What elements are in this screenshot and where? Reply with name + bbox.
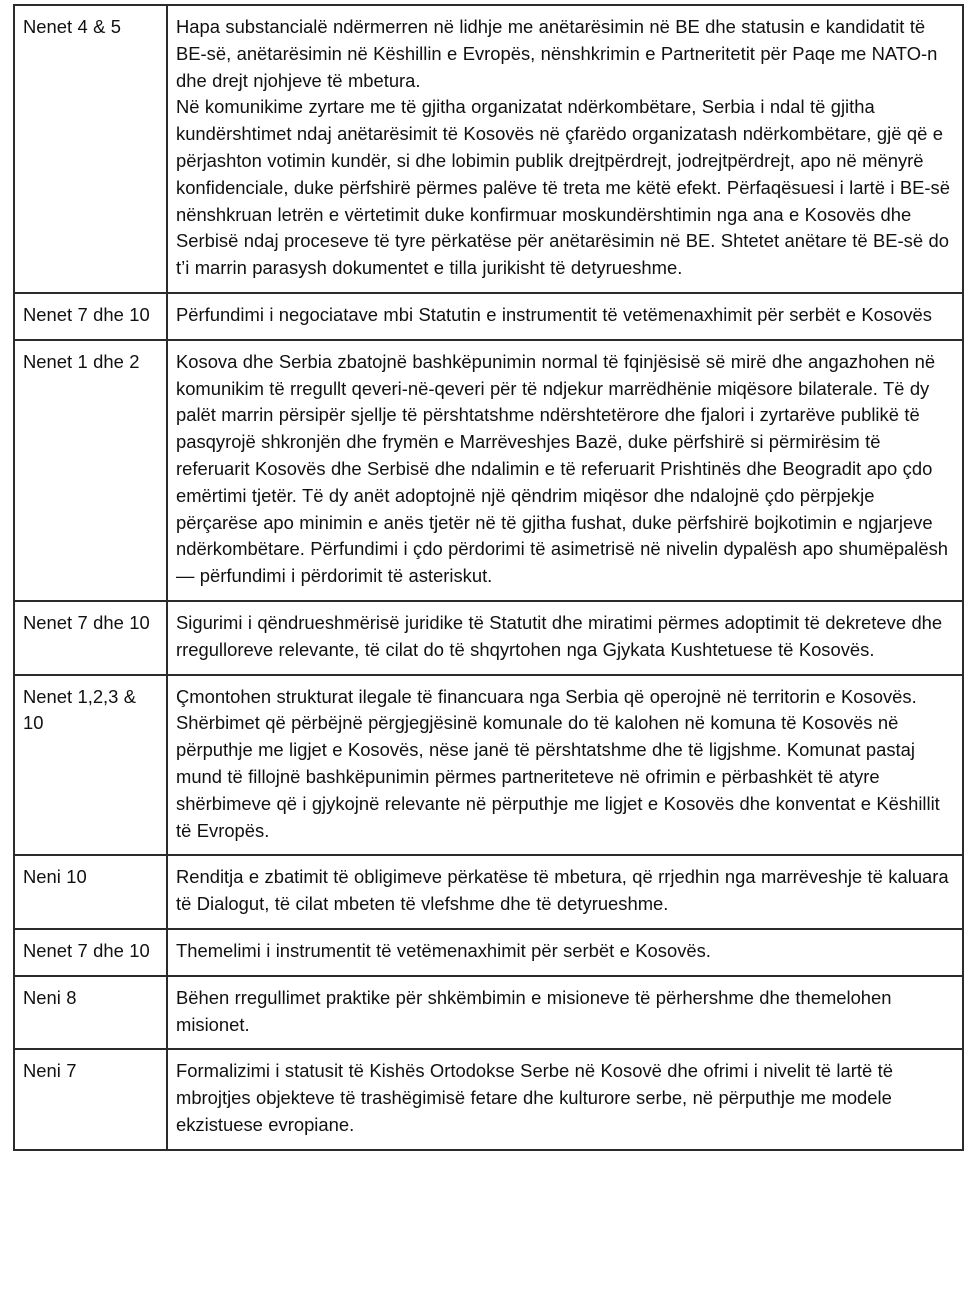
article-description	[167, 929, 963, 976]
table-row	[14, 601, 963, 675]
articles-table	[13, 4, 964, 1151]
article-reference: Nenet 7 dhe 10	[14, 601, 167, 675]
article-description	[167, 1049, 963, 1149]
description-paragraph: Në komunikime zyrtare me të gjitha organizatat ndërkombëtare, Serbia i ndal të gjitha kundërshtimet ndaj anëtarësimit të Kosovës në çfarëdo organizatash ndërkombëtare, gjë që e përjashton votimin kundër, si dhe lobimin publik drejtpërdrejt, jodrejtpërdrejt, apo në mënyrë konfidenciale, duke përfshirë përmes palëve të treta me këtë efekt. Përfaqësuesi i lartë i BE-së nënshkruan letrën e vërtetimit duke konfirmuar moskundërshtimin nga ana e Kosovës dhe Serbisë ndaj proceseve të tyre përkatëse për anëtarësimin në BE. Shtetet anëtare të BE-së do t’i marrin parasysh dokumentet e tilla jurikisht të detyrueshme.	[176, 96, 950, 279]
description-paragraph: Renditja e zbatimit të obligimeve përkatëse të mbetura, që rrjedhin nga marrëveshje të kaluara të Dialogut, të cilat mbeten të vlefshme dhe të detyrueshme.	[176, 866, 949, 915]
article-reference: Neni 10	[14, 855, 167, 929]
table-row	[14, 293, 963, 340]
table-row	[14, 1049, 963, 1149]
article-description	[167, 293, 963, 340]
table-row	[14, 929, 963, 976]
article-reference: Neni 7	[14, 1049, 167, 1149]
article-reference: Nenet 4 & 5	[14, 5, 167, 293]
table-row	[14, 340, 963, 601]
article-reference: Nenet 1 dhe 2	[14, 340, 167, 601]
article-description	[167, 855, 963, 929]
article-description	[167, 675, 963, 856]
article-description	[167, 976, 963, 1050]
description-paragraph: Përfundimi i negociatave mbi Statutin e instrumentit të vetëmenaxhimit për serbët e Kosovës	[176, 303, 932, 325]
article-reference: Nenet 7 dhe 10	[14, 929, 167, 976]
table-row	[14, 976, 963, 1050]
table-row	[14, 855, 963, 929]
article-reference: Nenet 7 dhe 10	[14, 293, 167, 340]
table-row	[14, 5, 963, 293]
article-reference: Neni 8	[14, 976, 167, 1050]
description-paragraph: Kosova dhe Serbia zbatojnë bashkëpunimin normal të fqinjësisë së mirë dhe angazhohen në komunikim të rregullt qeveri-në-qeveri për të ndjekur marrëdhënie miqësore bilaterale. Të dy palët marrin përsipër sjellje të përshtatshme ndërshtetërore dhe fjalori i zyrtarëve publikë të pasqyrojë shkronjën dhe frymën e Marrëveshjes Bazë, duke përfshirë si përmirësim të referuarit Kosovës dhe Serbisë dhe ndalimin e të referuarit Prishtinës dhe Beogradit apo çdo emërtimi tjetër. Të dy anët adoptojnë një qëndrim miqësor dhe ndalojnë çdo përpjekje përçarëse apo minimin e anës tjetër në të gjitha fushat, duke përfshirë bojkotimin e ngjarjeve ndërkombëtare. Përfundimi i çdo përdorimi të asimetrisë në nivelin dypalësh apo shumëpalësh — përfundimi i përdorimit të asteriskut.	[176, 350, 949, 587]
description-paragraph: Hapa substancialë ndërmerren në lidhje me anëtarësimin në BE dhe statusin e kandidatit të BE-së, anëtarësimin në Këshillin e Evropës, nënshkrimin e Partneritetit për Paqe me NATO-n dhe drejt njohjeve të mbetura.	[176, 16, 938, 91]
description-paragraph: Formalizimi i statusit të Kishës Ortodokse Serbe në Kosovë dhe ofrimi i nivelit të lartë të mbrojtjes objekteve të trashëgimisë fetare dhe kulturore serbe, në përputhje me modele ekzistuese evropiane.	[176, 1060, 893, 1135]
description-paragraph: Sigurimi i qëndrueshmërisë juridike të Statutit dhe miratimi përmes adoptimit të dekreteve dhe rregulloreve relevante, të cilat do të shqyrtohen nga Gjykata Kushtetuese të Kosovës.	[176, 611, 943, 660]
article-description	[167, 340, 963, 601]
article-reference: Nenet 1,2,3 & 10	[14, 675, 167, 856]
article-description	[167, 5, 963, 293]
description-paragraph: Bëhen rregullimet praktike për shkëmbimin e misioneve të përhershme dhe themelohen misionet.	[176, 986, 892, 1035]
article-description	[167, 601, 963, 675]
description-paragraph: Çmontohen strukturat ilegale të financuara nga Serbia që operojnë në territorin e Kosovës. Shërbimet që përbëjnë përgjegjësinë komunale do të kalohen në komuna të Kosovës në përputhje me ligjet e Kosovës, nëse janë të përshtatshme dhe të ligjshme. Komunat pastaj mund të fillojnë bashkëpunimin përmes partneriteteve në ofrimin e përbashkët të atyre shërbimeve që i gjykojnë relevante në përputhje me ligjet e Kosovës dhe konventat e Këshillit të Evropës.	[176, 685, 940, 841]
table-row	[14, 675, 963, 856]
description-paragraph: Themelimi i instrumentit të vetëmenaxhimit për serbët e Kosovës.	[176, 939, 711, 961]
